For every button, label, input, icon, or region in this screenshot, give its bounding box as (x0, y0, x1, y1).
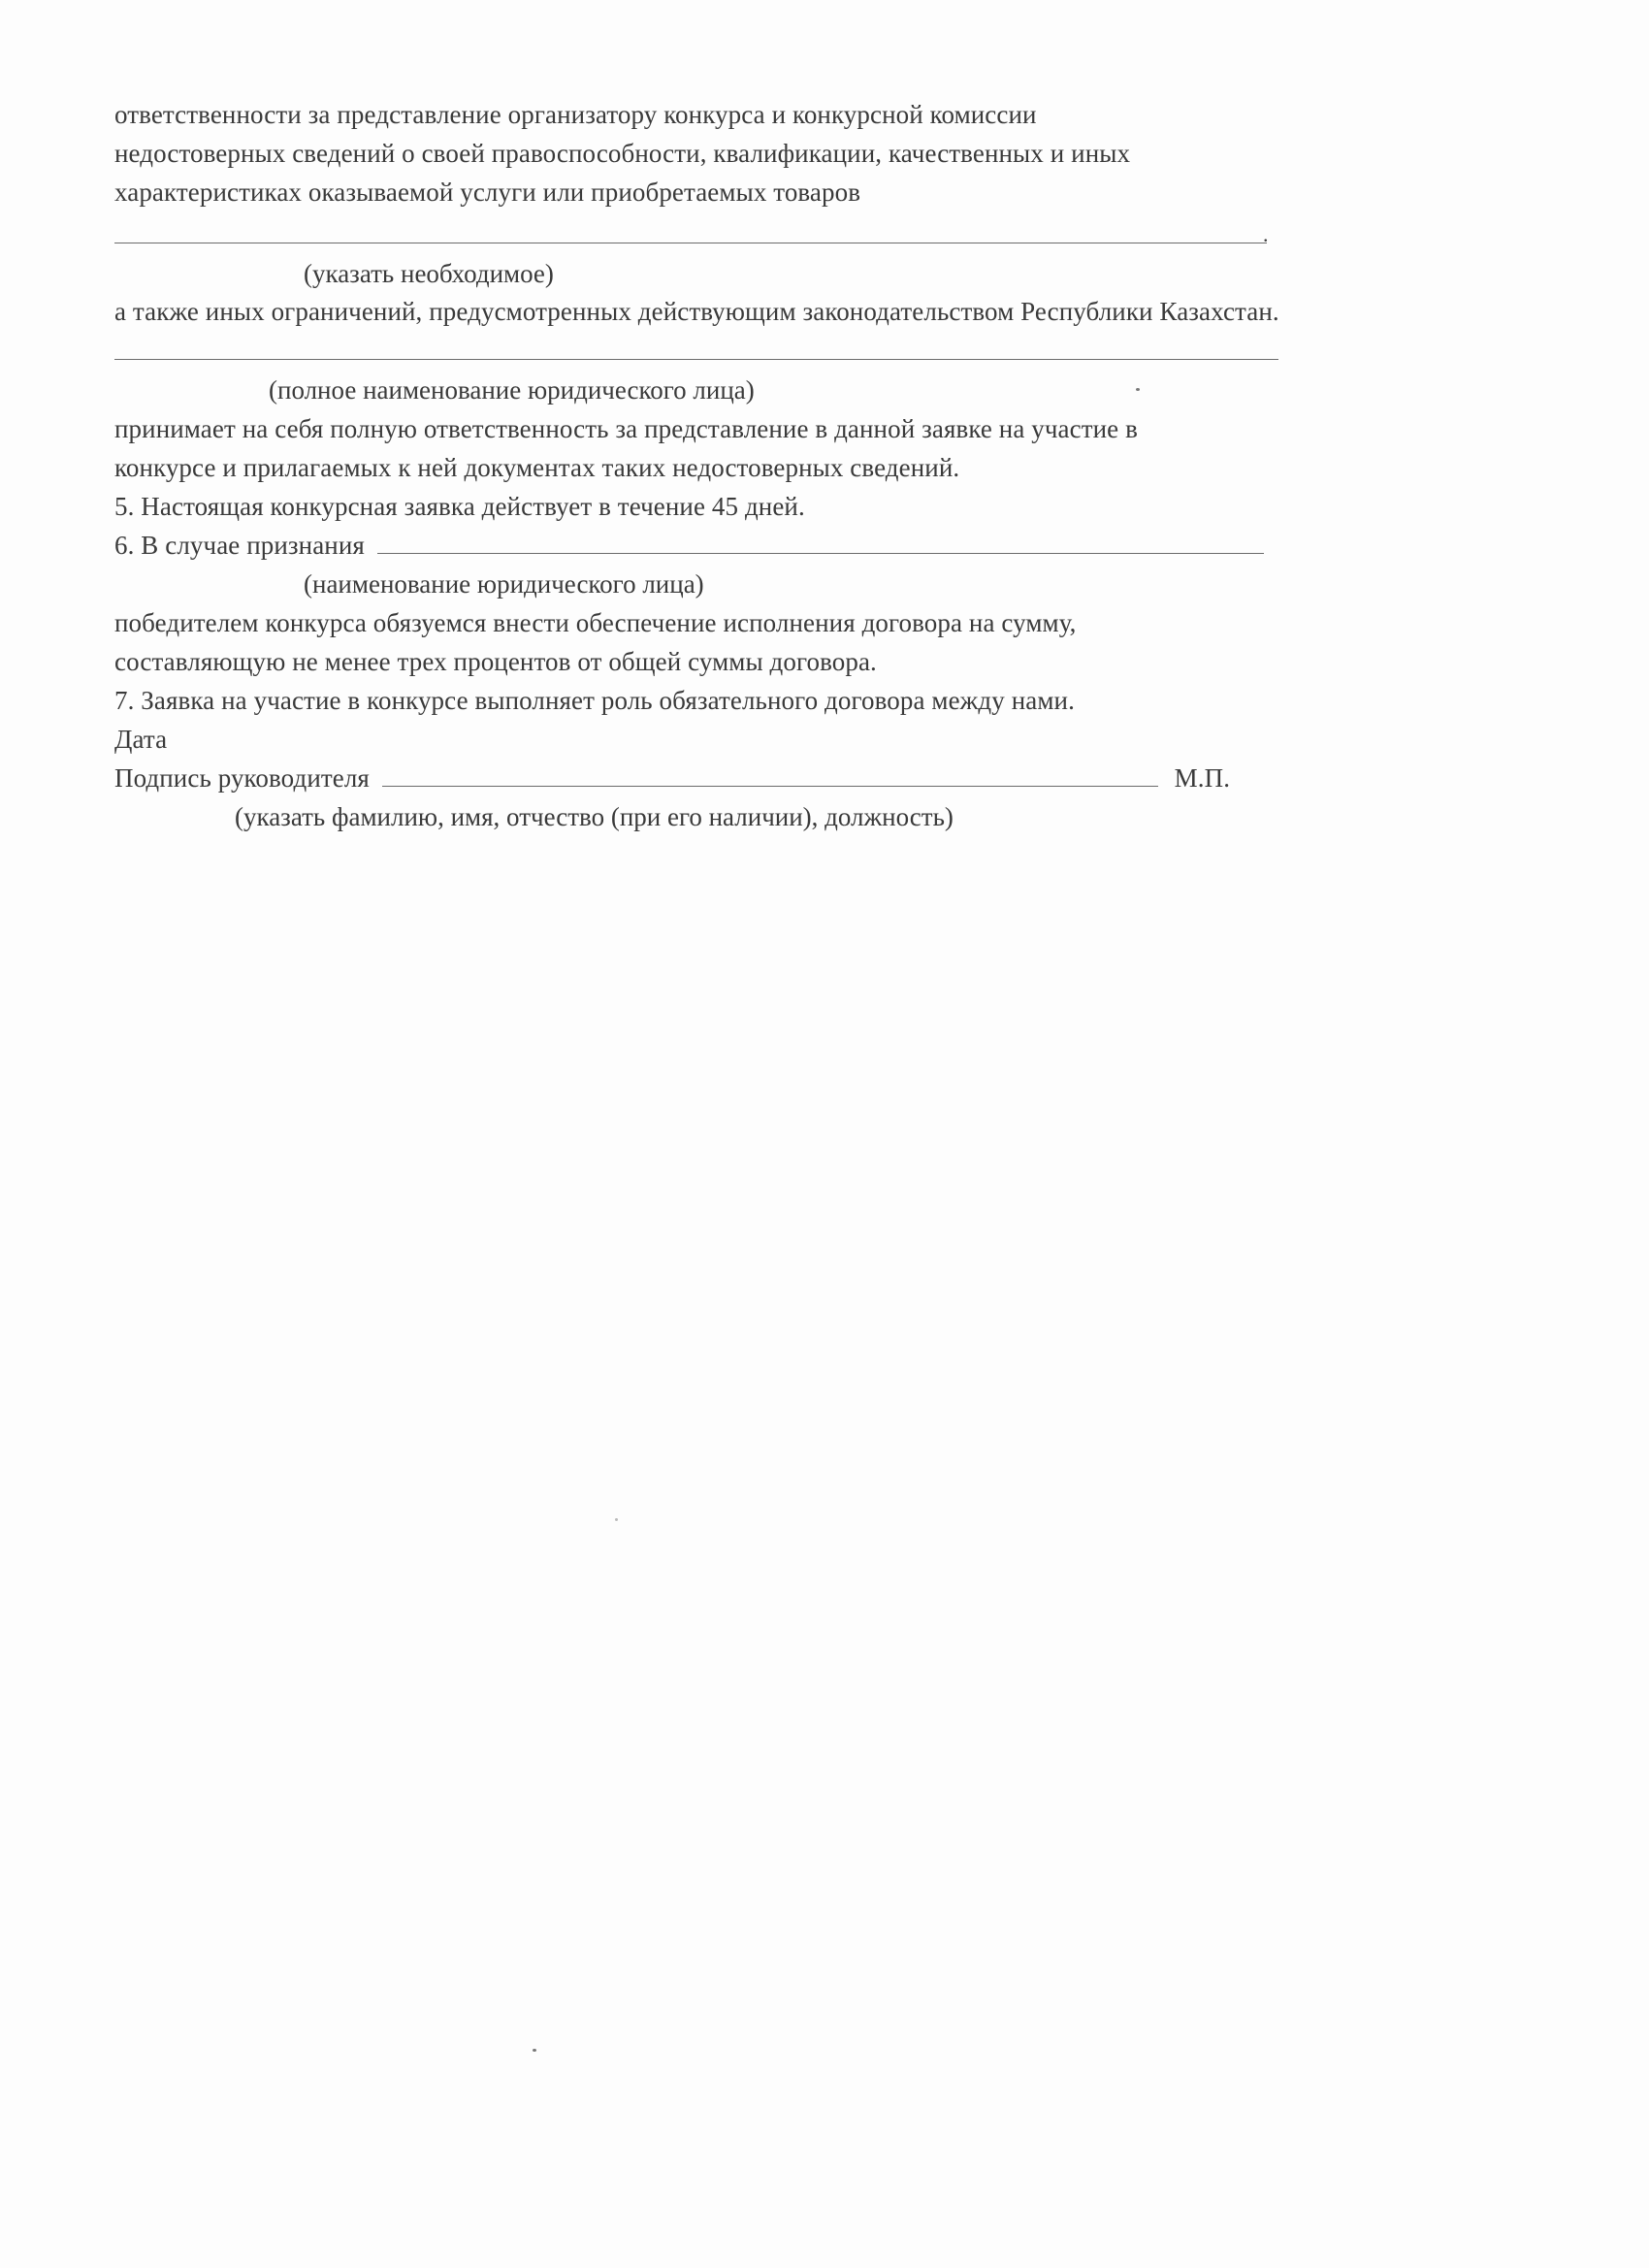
text-line: ответственности за представление организатору конкурса и конкурсной комиссии (114, 100, 1037, 129)
text-line: 7. Заявка на участие в конкурсе выполняет роль обязательного договора между нами. (114, 686, 1075, 715)
signature-line (114, 759, 1230, 797)
caption-specify-necessary: (указать необходимое) (304, 259, 554, 288)
blank-line-signature (382, 766, 1158, 787)
blank-line-legal-entity-name (377, 534, 1264, 554)
date-label: Дата (114, 725, 168, 754)
stamp-place-label: М.П. (1174, 763, 1231, 793)
text-line: составляющую не менее трех процентов от общей суммы договора. (114, 647, 877, 676)
text-line-with-blank (114, 526, 1264, 565)
text-line: 5. Настоящая конкурсная заявка действует в течение 45 дней. (114, 492, 805, 521)
text-fragment: 6. В случае признания (114, 531, 365, 560)
scan-speck (1136, 388, 1140, 391)
caption-legal-entity-name: (наименование юридического лица) (304, 569, 704, 599)
text-line: а также иных ограничений, предусмотренных действующим законодательством Республики Казахстан. (114, 297, 1279, 326)
scan-speck (615, 1518, 618, 1521)
caption-full-name-position: (указать фамилию, имя, отчество (при его наличии), должность) (235, 802, 954, 831)
text-line: конкурсе и прилагаемых к ней документах таких недостоверных сведений. (114, 453, 960, 482)
text-line: недостоверных сведений о своей правоспособности, квалификации, качественных и иных (114, 139, 1131, 168)
text-line: характеристиках оказываемой услуги или приобретаемых товаров (114, 178, 861, 207)
signature-label: Подпись руководителя (114, 763, 370, 793)
scan-speck (533, 2049, 536, 2052)
blank-line-legal-entity-full-name (114, 359, 1278, 360)
period-mark: . (1263, 222, 1269, 246)
text-line: принимает на себя полную ответственность за представление в данной заявке на участие в (114, 414, 1138, 443)
text-line: победителем конкурса обязуемся внести обеспечение исполнения договора на сумму, (114, 608, 1077, 637)
caption-legal-entity-full-name: (полное наименование юридического лица) (269, 375, 755, 405)
